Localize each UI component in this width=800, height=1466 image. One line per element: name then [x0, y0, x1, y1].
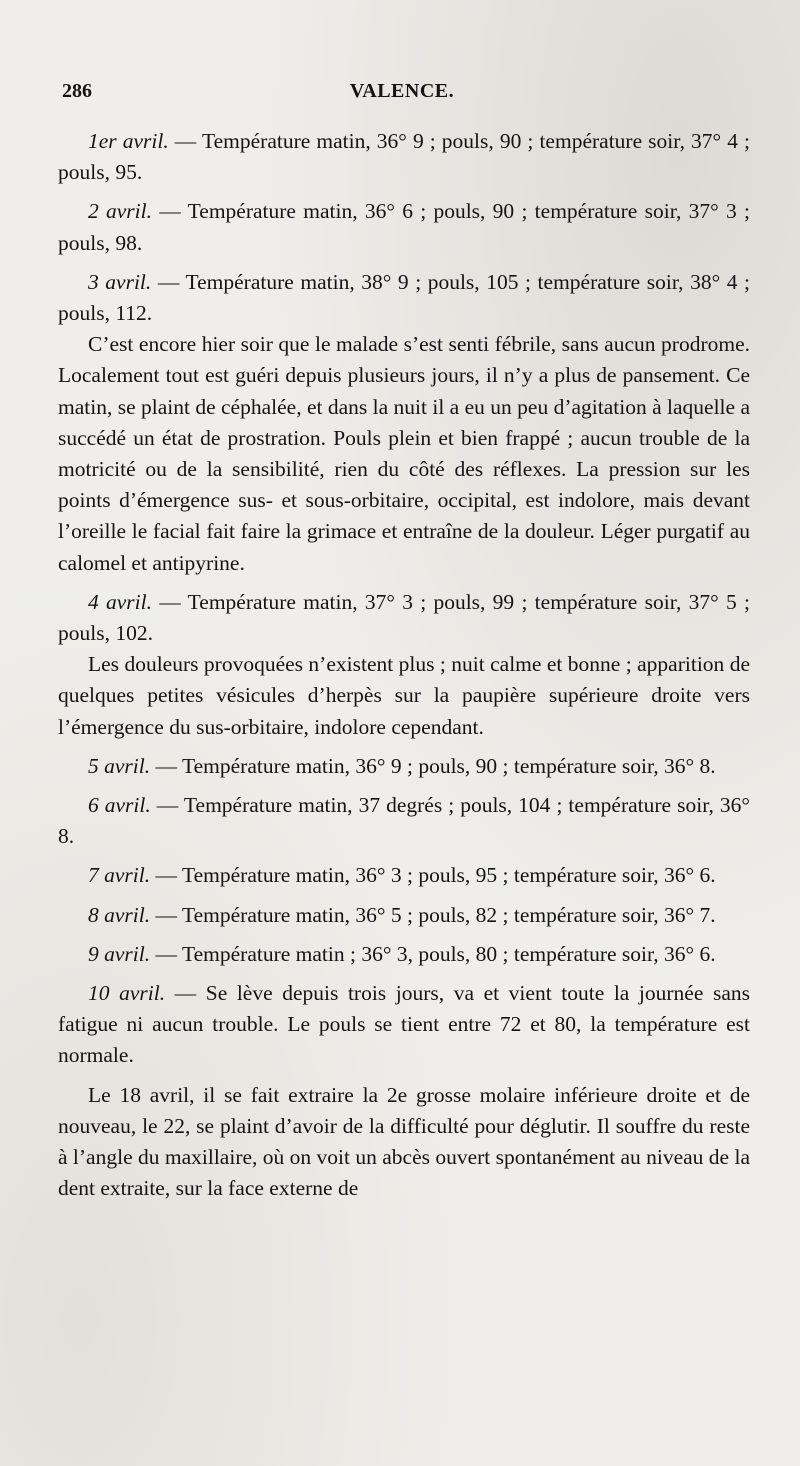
entry-7-avril	[58, 860, 750, 891]
entry-date: 7 avril.	[88, 863, 151, 888]
observation-paragraph: C’est encore hier soir que le malade s’est senti fébrile, sans aucun prodrome. Localement tout est guéri depuis plusieurs jours, il n’y a plus de pansement. Ce matin, se plaint de céphalée, et dans la nuit il a eu un peu d’agitation à laquelle a succédé un état de prostration. Pouls plein et bien frappé ; aucun trouble de la motricité ou de la sensibilité, rien du côté des réflexes. La pression sur les points d’émergence sus- et sous-orbitaire, occipital, est indolore, mais devant l’oreille le facial fait faire la grimace et entraîne de la douleur. Léger purgatif au calomel et antipyrine.	[58, 332, 750, 575]
entry-4-avril	[58, 587, 750, 649]
entry-text: — Température matin ; 36° 3, pouls, 80 ; température soir, 36° 6.	[150, 941, 716, 966]
entry-text: — Température matin, 36° 9 ; pouls, 90 ; température soir, 37° 4 ; pouls, 95.	[58, 129, 750, 185]
entry-text: — Température matin, 36° 9 ; pouls, 90 ; température soir, 36° 8.	[150, 753, 716, 778]
entry-text: — Température matin, 37° 3 ; pouls, 99 ; température soir, 37° 5 ; pouls, 102.	[58, 589, 750, 646]
entry-8-avril	[58, 900, 750, 931]
entry-5-avril	[58, 751, 750, 782]
entry-text: — Température matin, 37 degrés ; pouls, 104 ; température soir, 36° 8.	[58, 793, 750, 849]
entry-date: 10 avril.	[88, 981, 166, 1006]
entry-9-avril	[58, 939, 750, 970]
entry-text: — Température matin, 36° 5 ; pouls, 82 ; température soir, 36° 7.	[150, 902, 716, 927]
entry-date: 6 avril.	[88, 793, 151, 818]
entry-date: 3 avril.	[88, 269, 152, 294]
entry-date: 4 avril.	[88, 589, 152, 614]
entry-2-avril	[58, 196, 750, 258]
entry-date: 8 avril.	[88, 902, 151, 927]
observation-paragraph: Le 18 avril, il se fait extraire la 2e grosse molaire inférieure droite et de nouveau, le 22, se plaint d’avoir de la difficulté pour déglutir. Il souffre du reste à l’angle du maxillaire, où on voit un abcès ouvert spontanément au niveau de la dent extraite, sur la face externe de	[58, 1082, 750, 1201]
entry-3-avril	[58, 267, 750, 329]
page-body	[58, 118, 750, 1205]
entry-6-avril	[58, 790, 750, 852]
entry-text: — Température matin, 36° 3 ; pouls, 95 ; température soir, 36° 6.	[150, 863, 716, 888]
entry-1-avril	[58, 126, 750, 188]
page-header	[62, 80, 742, 110]
entry-date: 5 avril.	[88, 753, 151, 778]
entry-date: 9 avril.	[88, 941, 151, 966]
entry-date: 1er avril.	[88, 129, 169, 153]
entry-text: — Température matin, 36° 6 ; pouls, 90 ; température soir, 37° 3 ; pouls, 98.	[58, 199, 750, 255]
entry-text: — Se lève depuis trois jours, va et vient toute la journée sans fatigue ni aucun trouble. Le pouls se tient entre 72 et 80, la température est normale.	[58, 981, 751, 1068]
entry-date: 2 avril.	[88, 199, 152, 224]
entry-text: — Température matin, 38° 9 ; pouls, 105 ; température soir, 38° 4 ; pouls, 112.	[58, 269, 750, 326]
observation-paragraph: Les douleurs provoquées n’existent plus ; nuit calme et bonne ; apparition de quelques petites vésicules d’herpès sur la paupière supérieure droite vers l’émergence du sus-orbitaire, indolore cependant.	[58, 652, 750, 739]
running-head: VALENCE.	[349, 80, 455, 102]
page-number: 286	[62, 80, 92, 102]
entry-10-avril	[58, 978, 750, 1072]
